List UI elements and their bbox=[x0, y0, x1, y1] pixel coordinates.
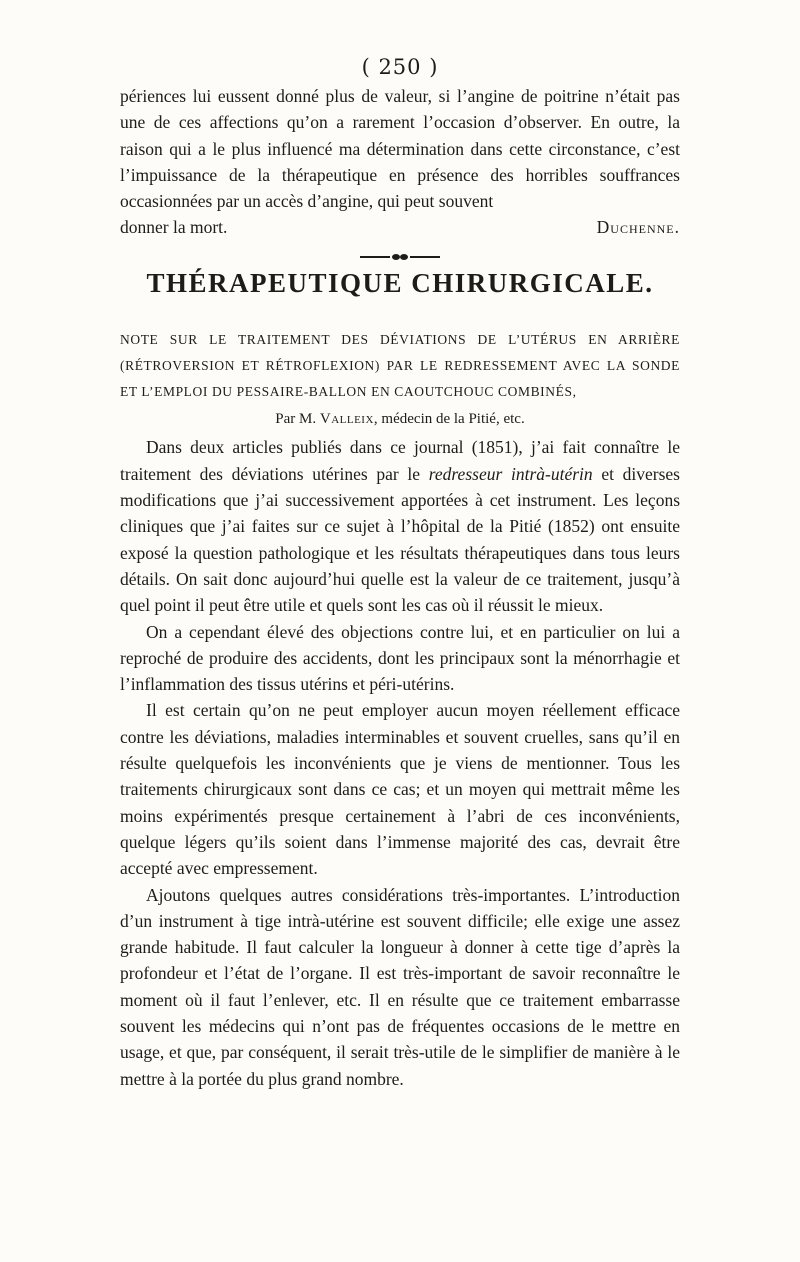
paragraph-3: Il est certain qu’on ne peut employer aucun moyen réellement efficace contre les déviations, maladies interminables et souvent cruelles, sans qu’il en résulte quelquefois les inconvénients que je viens de mentionner. Tous les traitements chirurgicaux sont dans ce cas; et un moyen qui mettrait même les moins expérimentés presque certainement à l’abri de ces inconvénients, quelque légers qu’ils soient dans l’immense majorité des cas, devrait être accepté avec empressement. bbox=[120, 700, 680, 879]
ornament-divider bbox=[120, 248, 680, 262]
paragraph-1-italic: redresseur intrà-utérin bbox=[428, 463, 593, 484]
paragraph-1-part-b: et diverses modifications que j’ai successivement apportées à cet instrument. Les leçons cliniques que j’ai faites sur ce sujet à l’hôpital de la Pitié (1852) ont ensuite exposé la question pathologique et les résultats thérapeutiques dans tous leurs détails. On sait donc aujourd’hui quelle est la valeur de ce traitement, jusqu’à quel point il peut être utile et quels sont les cas où il réussit le mieux. bbox=[120, 463, 680, 616]
signature-line bbox=[120, 214, 680, 240]
intro-paragraph: périences lui eussent donné plus de valeur, si l’angine de poitrine n’était pas une de ces affections qu’on a rarement l’occasion d’observer. En outre, la raison qui a le plus influencé ma détermination dans cette circonstance, c’est l’impuissance de la thérapeutique en présence des horribles souffrances occasionnées par un accès d’angine, qui peut souvent bbox=[120, 86, 680, 212]
signature: Duchenne. bbox=[596, 217, 680, 238]
paragraph-1 bbox=[120, 434, 680, 618]
paragraph-1-part-a: Dans deux articles publiés dans ce journal (1851), j’ai fait connaître le traitement des déviations utérines par le bbox=[120, 437, 680, 484]
byline-prefix: Par M. bbox=[275, 411, 317, 428]
intro-last-line: donner la mort. bbox=[120, 217, 228, 238]
page bbox=[120, 55, 680, 1092]
byline-author: Valleix bbox=[319, 411, 374, 428]
ornament-icon bbox=[360, 251, 440, 263]
note-title: NOTE SUR LE TRAITEMENT DES DÉVIATIONS DE L’UTÉRUS EN ARRIÈRE (RÉTROVERSION ET RÉTROFLEXION) PAR LE REDRESSEMENT AVEC LA SONDE ET L’EMPLOI DU PESSAIRE-BALLON EN CAOUTCHOUC COMBINÉS, bbox=[120, 332, 680, 400]
paragraph-2: On a cependant élevé des objections contre lui, et en particulier on lui a reproché de produire des accidents, dont les principaux sont la ménorrhagie et l’inflammation des tissus utérins et péri-utérins. bbox=[120, 621, 680, 695]
section-title: THÉRAPEUTIQUE CHIRURGICALE. bbox=[146, 268, 654, 299]
byline bbox=[120, 411, 680, 428]
byline-suffix: , médecin de la Pitié, etc. bbox=[373, 411, 525, 428]
paragraph-4: Ajoutons quelques autres considérations très-importantes. L’introduction d’un instrument à tige intrà-utérine est souvent difficile; elle exige une assez grande habitude. Il faut calculer la longueur à donner à cette tige d’après la profondeur et l’état de l’organe. Il est très-important de savoir reconnaître le moment où il faut l’enlever, etc. Il en résulte que ce traitement embarrasse souvent les médecins qui n’ont pas de fréquentes occasions de le mettre en usage, et que, par conséquent, il serait très-utile de le simplifier de manière à le mettre à la portée du plus grand nombre. bbox=[120, 884, 680, 1089]
page-number: ( 250 ) bbox=[361, 55, 439, 79]
